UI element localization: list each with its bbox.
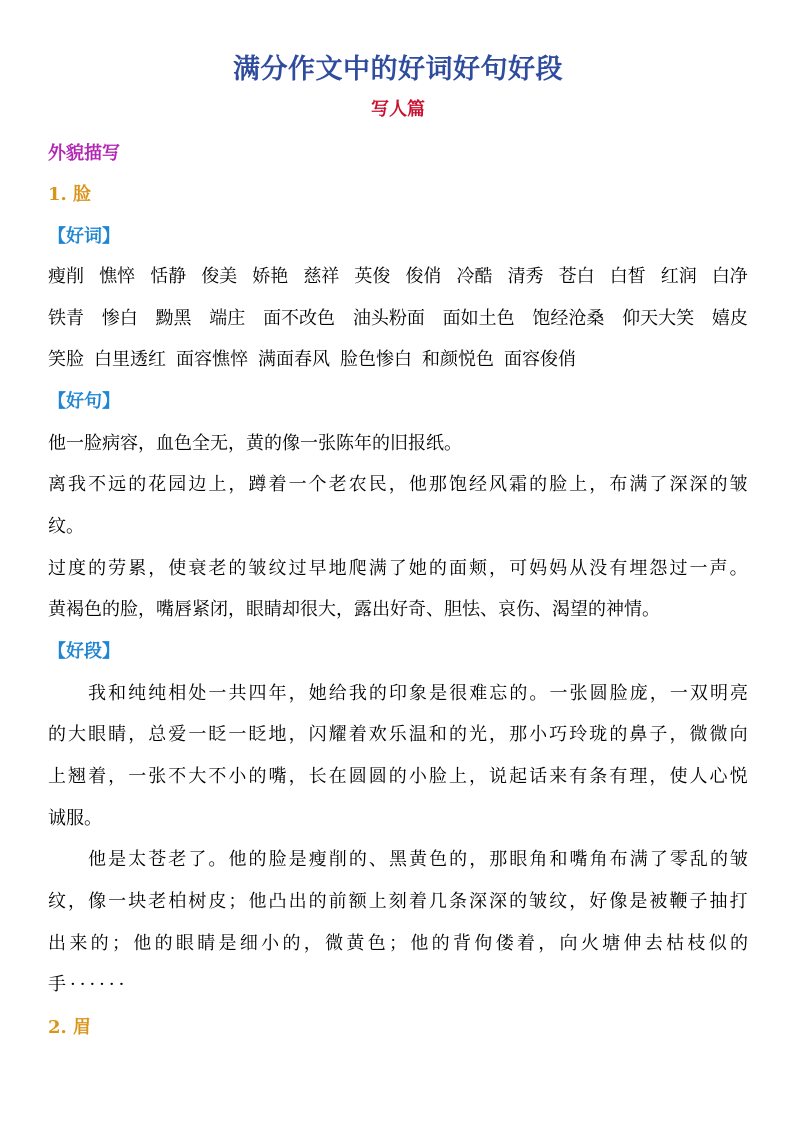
item-heading-face: 1. 脸 (48, 184, 92, 205)
paragraph-line: 诚服。 (48, 808, 102, 829)
good-word: 油头粉面 (352, 308, 425, 329)
good-word: 惨白 (101, 308, 138, 329)
good-word: 俊俏 (405, 266, 442, 287)
sentence-line: 黄褐色的脸，嘴唇紧闭，眼睛却很大，露出好奇、胆怯、哀伤、渴望的神情。 (48, 599, 660, 620)
good-sentences-label: 【好句】 (48, 391, 120, 412)
good-word: 冷酷 (456, 266, 493, 287)
good-word: 脸色惨白 (340, 349, 412, 370)
good-words-row (48, 264, 748, 290)
good-word: 娇艳 (252, 266, 289, 287)
paragraph-line: 上 翘 着 ， 一 张 不 大 不 小 的 嘴 ， 长 在 圆 圆 的 小 脸 上 ， 说 起 话 来 有 条 有 理 ， 使 人 心 悦 (48, 766, 748, 787)
good-word: 恬静 (150, 266, 187, 287)
item-heading-brow: 2. 眉 (48, 1017, 92, 1038)
paragraph-line: 纹 ， 像 一 块 老 柏 树 皮 ； 他 凸 出 的 前 额 上 刻 着 几 条 深 深 的 皱 纹 ， 好 像 是 被 鞭 子 抽 打 (48, 891, 748, 912)
document-subtitle: 写人篇 (371, 99, 425, 120)
good-word: 满面春风 (258, 349, 330, 370)
sentence-line: 过 度 的 劳 累 ， 使 衰 老 的 皱 纹 过 早 地 爬 满 了 她 的 面 颊 ， 可 妈 妈 从 没 有 埋 怨 过 一 声 。 (48, 558, 748, 579)
good-words-label: 【好词】 (48, 226, 120, 247)
paragraph-line: 出 来 的 ； 他 的 眼 睛 是 细 小 的 ， 微 黄 色 ； 他 的 背 佝 偻 着 ， 向 火 塘 伸 去 枯 枝 似 的 (48, 933, 748, 954)
good-word: 饱经沧桑 (532, 308, 605, 329)
good-word: 英俊 (354, 266, 391, 287)
good-word: 憔悴 (99, 266, 136, 287)
good-word: 面如土色 (442, 308, 515, 329)
paragraph-line: 的 大 眼 睛 ， 总 爱 一 眨 一 眨 地 ， 闪 耀 着 欢 乐 温 和 的 光 ， 那 小 巧 玲 珑 的 鼻 子 ， 微 微 向 (48, 724, 748, 745)
good-word: 白里透红 (94, 349, 166, 370)
good-word: 红润 (660, 266, 697, 287)
good-word: 铁青 (48, 308, 84, 329)
good-word: 俊美 (201, 266, 238, 287)
paragraph-line: 手······ (48, 974, 129, 995)
sentence-line: 离 我 不 远 的 花 园 边 上 ， 蹲 着 一 个 老 农 民 ， 他 那 饱 经 风 霜 的 脸 上 ， 布 满 了 深 深 的 皱 (48, 474, 748, 495)
good-word: 笑脸 (48, 349, 84, 370)
good-word: 慈祥 (303, 266, 340, 287)
good-word: 白净 (711, 266, 748, 287)
sentence-line: 他一脸病容，血色全无，黄的像一张陈年的旧报纸。 (48, 433, 462, 454)
paragraph-line: 他 是 太 苍 老 了 。 他 的 脸 是 瘦 削 的 、 黑 黄 色 的 ， 那 眼 角 和 嘴 角 布 满 了 零 乱 的 皱 (88, 849, 748, 870)
good-word: 黝黑 (155, 308, 192, 329)
good-word: 清秀 (507, 266, 544, 287)
good-word: 白皙 (609, 266, 646, 287)
sentence-line: 纹。 (48, 516, 84, 537)
good-word: 嬉皮 (711, 308, 748, 329)
good-word: 瘦削 (48, 266, 84, 287)
good-word: 面不改色 (263, 308, 336, 329)
good-word: 苍白 (558, 266, 595, 287)
good-word: 和颜悦色 (422, 349, 494, 370)
document-title: 满分作文中的好词好句好段 (233, 54, 563, 85)
good-words-row (48, 347, 748, 373)
good-word: 仰天大笑 (622, 308, 695, 329)
good-words-row (48, 306, 748, 332)
good-word: 端庄 (209, 308, 246, 329)
section-heading: 外貌描写 (48, 143, 120, 164)
good-paragraphs-label: 【好段】 (48, 641, 120, 662)
good-word: 面容俊俏 (504, 349, 576, 370)
paragraph-line: 我 和 纯 纯 相 处 一 共 四 年 ， 她 给 我 的 印 象 是 很 难 忘 的 。 一 张 圆 脸 庞 ， 一 双 明 亮 (88, 683, 748, 704)
good-word: 面容憔悴 (176, 349, 248, 370)
